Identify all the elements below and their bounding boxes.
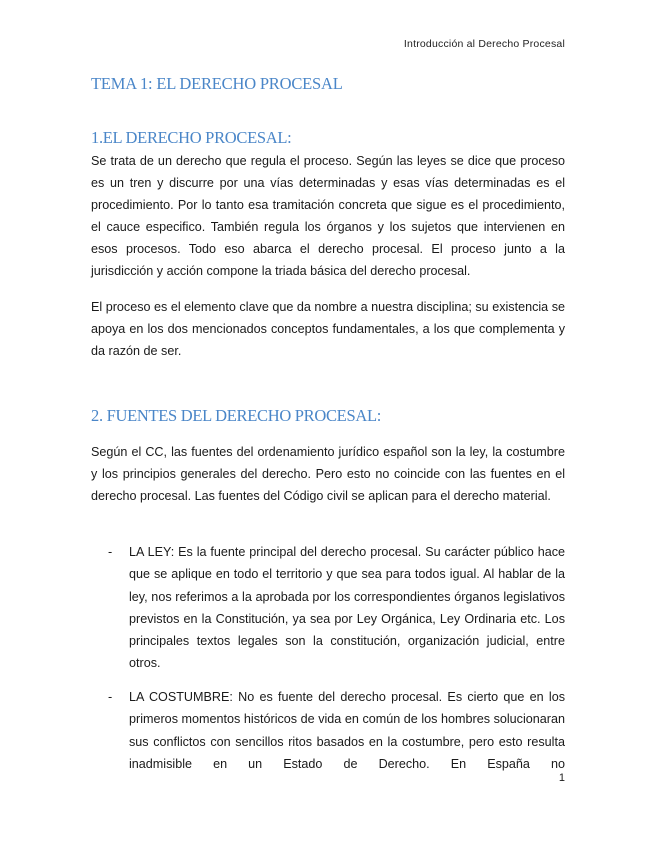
list-item-text: LA LEY: Es la fuente principal del derecho procesal. Su carácter público hace que se aplique en todo el territorio y que sea para todos igual. Al hablar de la ley, nos referimos a la aprobada por los correspondientes órganos legislativos previstos en la Constitución, ya sea por Ley Orgánica, Ley Ordinaria etc. Los principales textos legales son la constitución, organización judicial, entre otros. — [129, 545, 565, 671]
list-item-text: LA COSTUMBRE: No es fuente del derecho procesal. Es cierto que en los primeros momentos históricos de vida en común de los hombres solucionaran sus conflictos con sencillos ritos basados en la costumbre, pero esto resulta inadmisible en un Estado de Derecho. En España no — [129, 690, 565, 771]
bullet-marker: - — [108, 545, 113, 559]
bullet-marker: - — [108, 690, 113, 704]
page-number: 1 — [558, 772, 565, 784]
running-header: Introducción al Derecho Procesal — [403, 38, 565, 50]
document-title: TEMA 1: EL DERECHO PROCESAL — [91, 74, 343, 93]
section-heading-1: 1.EL DERECHO PROCESAL: — [91, 128, 292, 147]
section-1-paragraph-1: Se trata de un derecho que regula el proceso. Según las leyes se dice que proceso es un tren y discurre por una vías determinadas y esas vías determinadas es el procedimiento. Por lo tanto esa tramitación concreta que sigue es el procedimiento, el cauce especifico. También regula los órganos y los sujetos que intervienen en esos procesos. Todo eso abarca el derecho procesal. El proceso junto a la jurisdicción y acción compone la triada básica del derecho procesal. — [91, 154, 565, 278]
section-heading-2: 2. FUENTES DEL DERECHO PROCESAL: — [91, 406, 382, 425]
section-2-paragraph-1: Según el CC, las fuentes del ordenamiento jurídico español son la ley, la costumbre y los principios generales del derecho. Pero esto no coincide con las fuentes en el derecho procesal. Las fuentes del Código civil se aplican para el derecho material. — [91, 445, 565, 503]
section-1-paragraph-2: El proceso es el elemento clave que da nombre a nuestra disciplina; su existencia se apoya en los dos mencionados conceptos fundamentales, a los que complementa y da razón de ser. — [91, 300, 565, 358]
